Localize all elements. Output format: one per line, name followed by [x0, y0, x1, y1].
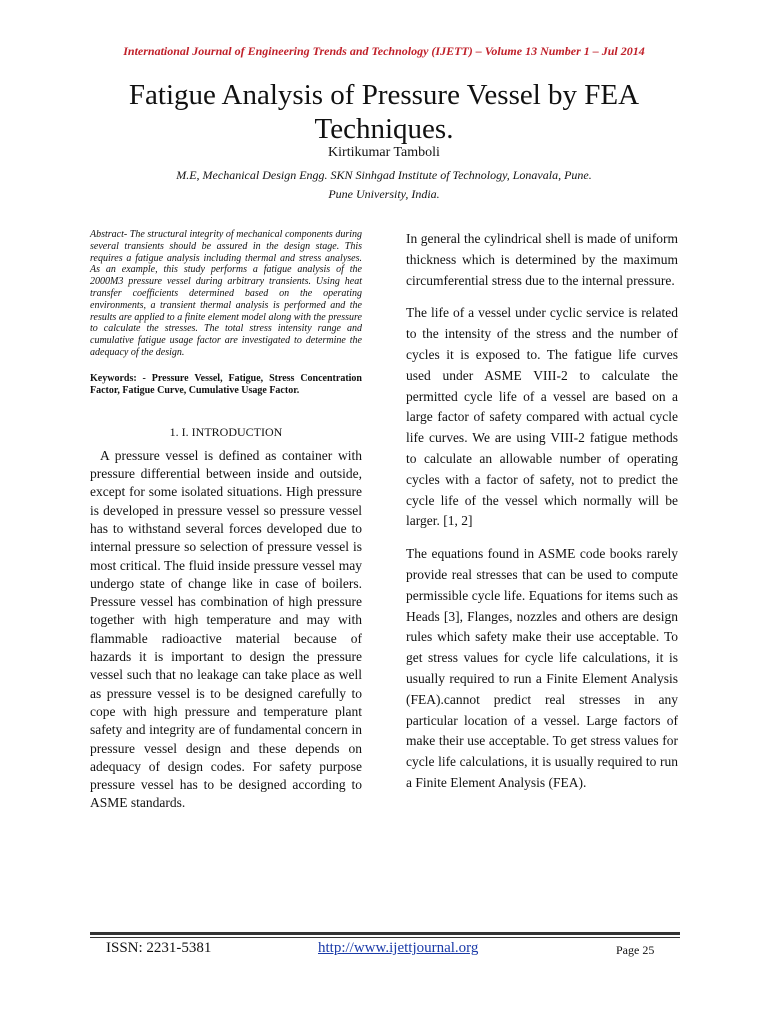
affiliation-line-2: Pune University, India. [328, 187, 440, 201]
paper-title: Fatigue Analysis of Pressure Vessel by FEA Techniques. [128, 79, 640, 145]
footer-issn: ISSN: 2231-5381 [106, 940, 212, 956]
abstract: Abstract- The structural integrity of mechanical components during several transients should be assured in the design stage. This requires a fatigue analysis including thermal and stress analyses. As an example, this study performs a fatigue analysis of the 2000M3 pressure vessel during arbitrary transients. Using heat transfer coefficients determined based on the operating environments, a transient thermal analysis is performed and the results are applied to a finite element model along with the pressure to calculate the stresses. The total stress intensity range and cumulative fatigue usage factor are investigated to determine the adequacy of the design. [90, 229, 362, 358]
section-heading-introduction: 1. I. INTRODUCTION [169, 424, 283, 439]
footer-rule-thick [90, 932, 680, 935]
right-column [406, 229, 678, 806]
journal-header: International Journal of Engineering Trends and Technology (IJETT) – Volume 13 Number 1 – Jul 2014 [123, 44, 645, 58]
author-name: Kirtikumar Tamboli [328, 145, 440, 160]
body-paragraph: In general the cylindrical shell is made of uniform thickness which is determined by the maximum circumferential stress due to the internal pressure. [406, 231, 678, 288]
footer-rule-thin [90, 937, 680, 938]
body-paragraph: The equations found in ASME code books rarely provide real stresses that can be used to compute permissible cycle life. Equations for items such as Heads [3], Flanges, nozzles and others are design rules which safety make their use acceptable. To get stress values for cycle life calculations, it is usually required to run a Finite Element Analysis (FEA).cannot predict real stresses in any particular location of a vessel. Large factors of make their use acceptable. To get stress values for cycle life calculations, it is usually required to run a Finite Element Analysis (FEA). [406, 546, 678, 790]
left-column [90, 229, 362, 813]
intro-paragraph: A pressure vessel is defined as container with pressure differential between inside and outside, except for some isolated situations. High pressure is developed in pressure vessel so pressure vessel has to withstand several forces developed due to internal pressure so selection of pressure vessel is most critical. The fluid inside pressure vessel may undergo state of change like in case of boilers. Pressure vessel has combination of high pressure together with high temperature and may with flammable radioactive material because of hazards it is important to design the pressure vessel such that no leakage can take place as well as pressure vessel is to be designed carefully to cope with high pressure and temperature plant safety and integrity are of fundamental concern in pressure vessel design and these depends on adequacy of design codes. For safety purpose pressure vessel has to be designed according to ASME standards. [90, 447, 362, 811]
journal-link[interactable]: http://www.ijettjournal.org [318, 940, 479, 956]
body-paragraph: The life of a vessel under cyclic service is related to the intensity of the stress and the number of cycles it is exposed to. The fatigue life curves used under ASME VIII-2 to calculate the permitted cycle life of a vessel are based on a large factor of safety compared with actual cycle life curves. We are using VIII-2 fatigue methods to calculate an allowable number of operating cycles with a factor of safety, not to predict the cycle life of the vessel which normally will be larger. [1, 2] [406, 305, 678, 529]
affiliation [0, 166, 768, 204]
keywords: Keywords: - Pressure Vessel, Fatigue, Stress Concentration Factor, Fatigue Curve, Cumulative Usage Factor. [90, 372, 362, 396]
page-number: Page 25 [616, 943, 655, 957]
affiliation-line-1: M.E, Mechanical Design Engg. SKN Sinhgad Institute of Technology, Lonavala, Pune. [176, 168, 592, 182]
